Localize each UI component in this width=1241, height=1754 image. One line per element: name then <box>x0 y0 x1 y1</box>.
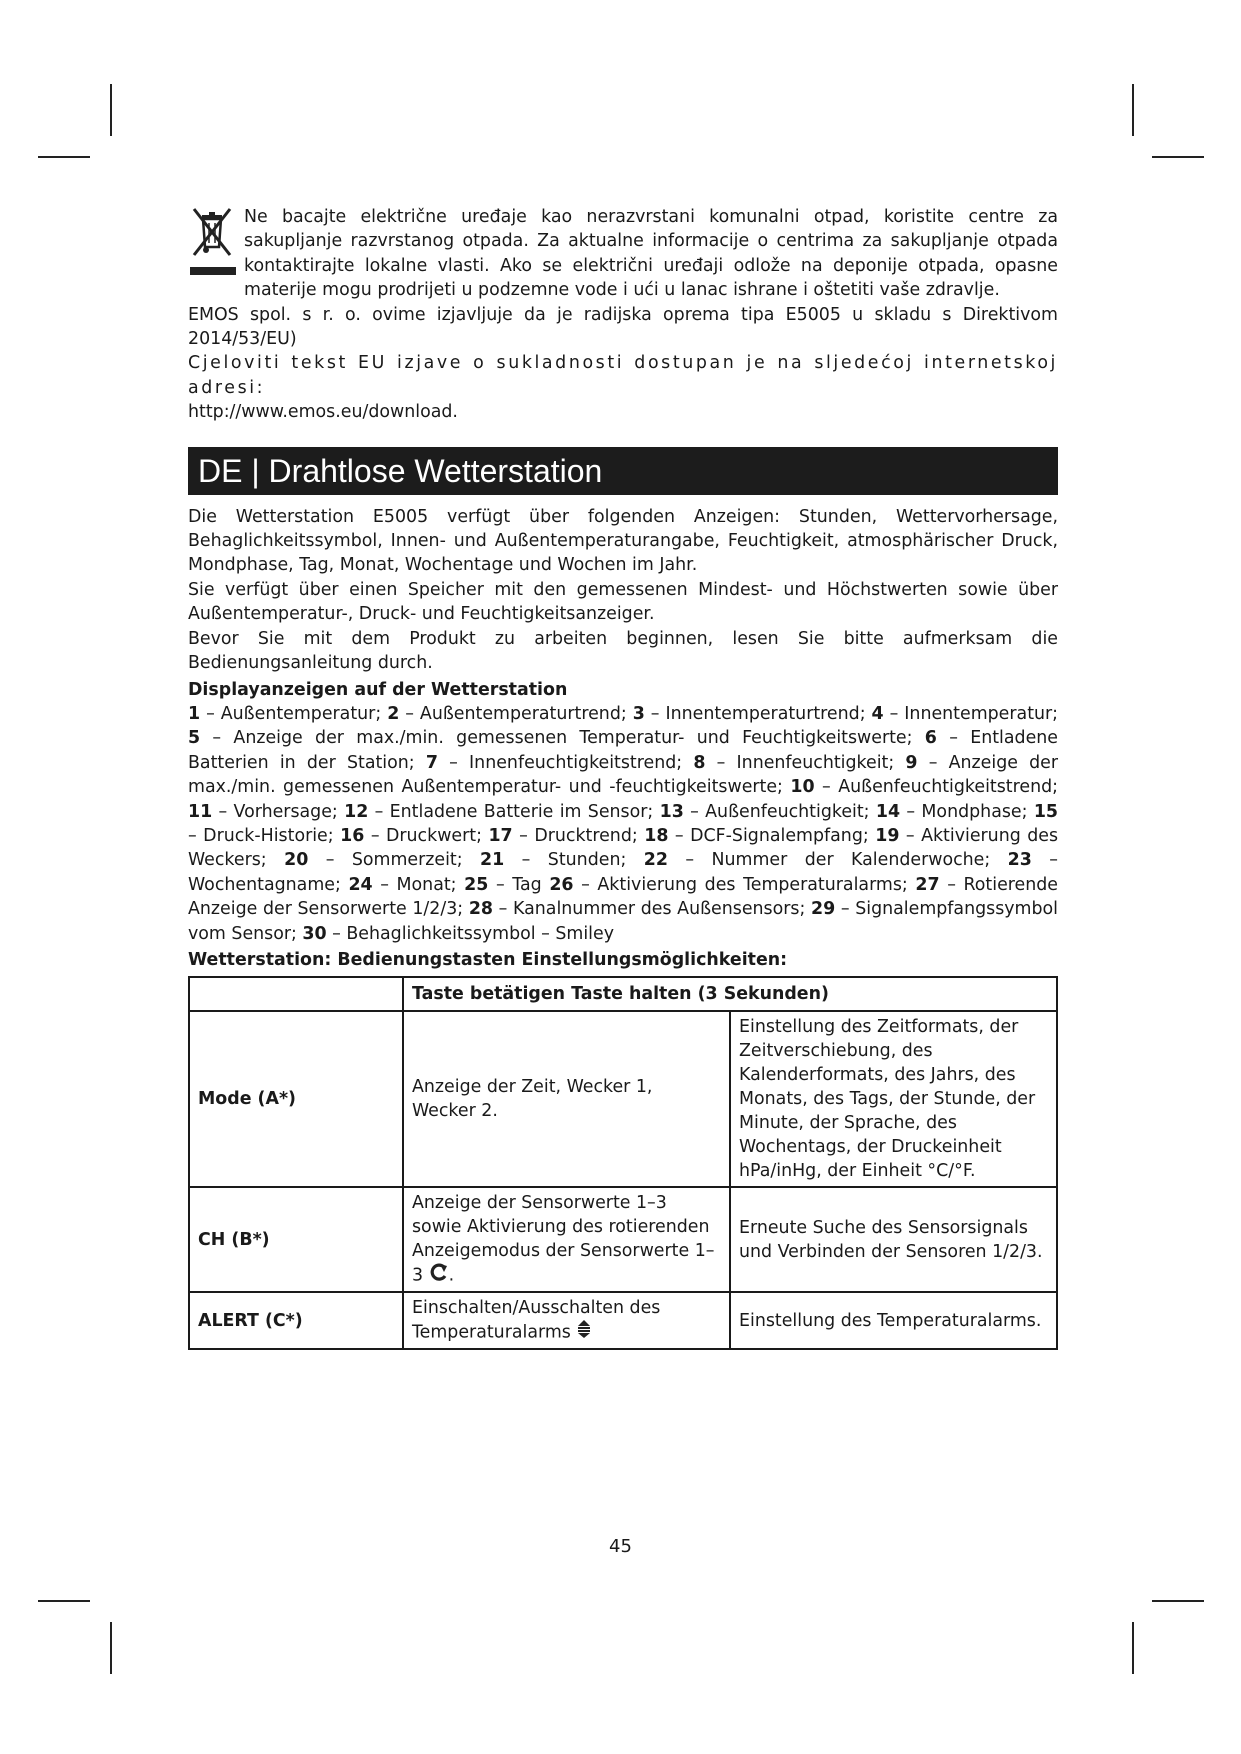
legend-text: – Wochentagname; <box>188 850 1058 895</box>
legend-number: 15 <box>1033 801 1059 822</box>
legend-item <box>488 826 637 846</box>
legend-number: 28 <box>468 899 494 920</box>
declaration-url: http://www.emos.eu/download. <box>188 402 458 423</box>
buttons-heading: Wetterstation: Bedienungstasten Einstellungsmöglichkeiten: <box>188 949 788 970</box>
display-heading: Displayanzeigen auf der Wetterstation <box>188 679 568 700</box>
legend-text: – Außenfeuchtigkeitstrend; <box>814 777 1058 798</box>
legend-text: – Aktivierung des Weckers; <box>188 825 1059 871</box>
legend-text: – Rotierende Anzeige der Sensorwerte 1/2/3; <box>188 874 1059 920</box>
legend-number: 13 <box>659 801 684 822</box>
crossed-bin-icon <box>188 205 238 279</box>
legend-text: – Signalempfangssymbol vom Sensor; <box>188 899 1058 944</box>
legend-item <box>340 826 482 846</box>
legend-number: 14 <box>875 801 901 822</box>
legend-number: 11 <box>188 801 213 822</box>
legend-number: 19 <box>875 825 900 846</box>
legend-number: 24 <box>348 874 373 895</box>
legend-number: 25 <box>464 874 489 895</box>
legend-number: 4 <box>871 703 884 724</box>
legend-text: – Vorhersage; <box>212 801 338 822</box>
legend-item <box>644 850 990 870</box>
legend-number: 5 <box>188 728 201 749</box>
legend-number: 16 <box>340 825 365 846</box>
page-number: 45 <box>609 1536 632 1557</box>
legend-number: 9 <box>905 752 918 773</box>
display-legend <box>188 702 1058 946</box>
crop-mark <box>1132 84 1134 136</box>
legend-text: – Sommerzeit; <box>308 850 463 871</box>
legend-text: – Drucktrend; <box>512 825 638 846</box>
legend-text: – Anzeige der max./min. gemessenen Außentemperatur- und -feuchtigkeitswerte; <box>188 752 1059 798</box>
legend-number: 20 <box>284 850 309 871</box>
legend-item <box>876 802 1028 822</box>
legend-item <box>188 704 381 724</box>
legend-item <box>284 850 463 870</box>
legend-text: – Mondphase; <box>900 801 1028 822</box>
declaration-line: Cjeloviti tekst EU izjave o sukladnosti dostupan je na sljedećoj internetskoj adresi: <box>188 353 1058 398</box>
table-row <box>189 1011 1057 1187</box>
legend-text: – Außentemperatur; <box>200 703 382 724</box>
legend-number: 3 <box>632 703 645 724</box>
hold-action: Erneute Suche des Sensorsignals und Verbinden der Sensoren 1/2/3. <box>730 1187 1057 1292</box>
legend-item <box>644 826 868 846</box>
legend-number: 21 <box>480 850 505 871</box>
legend-text: – Innentemperatur; <box>883 703 1059 724</box>
legend-number: 18 <box>644 825 669 846</box>
key-name: ALERT (C*) <box>189 1292 403 1349</box>
legend-text: – Stunden; <box>504 850 627 871</box>
legend-text: – Nummer der Kalenderwoche; <box>667 850 991 871</box>
temperature-alarm-icon <box>576 1320 592 1345</box>
legend-text: – Innenfeuchtigkeit; <box>705 752 895 773</box>
crop-mark <box>110 1622 112 1674</box>
declaration-line: EMOS spol. s r. o. ovime izjavljuje da je radijska oprema tipa E5005 u skladu s Direktivom 2014/53/EU) <box>188 304 1058 350</box>
legend-text: – Entladene Batterien in der Station; <box>188 728 1058 773</box>
legend-text: – Behaglichkeitssymbol – Smiley <box>326 923 615 944</box>
legend-item <box>344 802 653 822</box>
legend-text: – Monat; <box>372 874 457 895</box>
press-action-text: Einschalten/Ausschalten des Temperaturalarms <box>412 1298 661 1343</box>
crop-mark <box>110 84 112 136</box>
table-row <box>189 1292 1057 1349</box>
table-header-cell: Taste betätigen Taste halten (3 Sekunden) <box>403 977 1057 1011</box>
legend-number: 7 <box>425 752 438 773</box>
press-action-text: Anzeige der Sensorwerte 1–3 sowie Aktivierung des rotierenden Anzeigemodus der Sensorwerte 1–3 <box>412 1193 715 1286</box>
legend-text: – Druck-Historie; <box>188 825 334 846</box>
legend-item <box>549 875 907 895</box>
legend-item <box>480 850 626 870</box>
legend-text: – Tag <box>488 874 542 895</box>
legend-item <box>348 875 456 895</box>
intro-paragraph: Die Wetterstation E5005 verfügt über folgenden Anzeigen: Stunden, Wettervorhersage, Behaglichkeitssymbol, Innen- und Außentemperaturangabe, Feuchtigkeit, atmosphärischer Druck, Mondphase, Tag, Monat, Wochentage und Wochen im Jahr. <box>188 506 1058 576</box>
legend-item <box>469 899 806 919</box>
legend-item <box>188 728 912 748</box>
table-header-row <box>189 977 1057 1011</box>
crop-mark <box>38 1600 90 1602</box>
press-action <box>403 1292 730 1349</box>
legend-number: 30 <box>302 923 327 944</box>
legend-item <box>464 875 542 895</box>
key-name: Mode (A*) <box>189 1011 403 1187</box>
weee-text: Ne bacajte električne uređaje kao nerazvrstani komunalni otpad, koristite centre za sakupljanje razvrstanog otpada. Za aktualne informacije o centrima za sakupljanje otpada kontaktirajte lokalne vlasti. Ako se električni uređaji odlože na deponije otpada, opasne materije mogu prodrijeti u podzemne vode i ući u lanac ishrane i oštetiti vaše zdravlje. <box>244 207 1058 301</box>
intro-paragraph: Bevor Sie mit dem Produkt zu arbeiten beginnen, lesen Sie bitte aufmerksam die Bedienungsanleitung durch. <box>188 628 1058 674</box>
rotate-icon <box>429 1263 449 1288</box>
legend-number: 12 <box>344 801 369 822</box>
crop-mark <box>1132 1622 1134 1674</box>
legend-text: – Anzeige der max./min. gemessenen Temperatur- und Feuchtigkeitswerte; <box>200 728 913 749</box>
legend-number: 1 <box>188 703 201 724</box>
intro-paragraph: Sie verfügt über einen Speicher mit den gemessenen Mindest- und Höchstwerten sowie über Außentemperatur-, Druck- und Feuchtigkeitsanzeiger. <box>188 579 1058 625</box>
legend-number: 23 <box>1007 850 1032 871</box>
legend-number: 17 <box>488 825 513 846</box>
legend-text: – Innentemperaturtrend; <box>644 703 866 724</box>
legend-text: – Kanalnummer des Außensensors; <box>493 899 806 920</box>
crop-mark <box>1152 156 1204 158</box>
legend-item <box>387 704 627 724</box>
legend-number: 27 <box>915 874 940 895</box>
legend-text: – Druckwert; <box>364 825 482 846</box>
table-row <box>189 1187 1057 1292</box>
section-title: DE | Drahtlose Wetterstation <box>188 447 1058 495</box>
legend-number: 10 <box>790 777 815 798</box>
legend-item <box>633 704 866 724</box>
legend-text: – DCF-Signalempfang; <box>668 825 869 846</box>
legend-number: 2 <box>387 703 400 724</box>
legend-text: – Außenfeuchtigkeit; <box>683 801 870 822</box>
legend-item <box>872 704 1059 724</box>
buttons-table <box>188 976 1058 1350</box>
legend-item <box>790 777 1058 797</box>
legend-text: – Aktivierung des Temperaturalarms; <box>573 874 908 895</box>
legend-text: – Entladene Batterie im Sensor; <box>368 801 654 822</box>
legend-item <box>188 802 338 822</box>
press-action: Anzeige der Zeit, Wecker 1, Wecker 2. <box>403 1011 730 1187</box>
legend-item <box>693 753 894 773</box>
weee-notice <box>188 205 1058 303</box>
hold-action: Einstellung des Temperaturalarms. <box>730 1292 1057 1349</box>
legend-number: 8 <box>693 752 706 773</box>
legend-item <box>302 924 614 944</box>
legend-text: – Außentemperaturtrend; <box>399 703 627 724</box>
legend-number: 29 <box>810 899 836 920</box>
legend-item <box>660 802 870 822</box>
legend-number: 6 <box>924 728 937 749</box>
page-content <box>188 205 1058 1350</box>
key-name: CH (B*) <box>189 1187 403 1292</box>
legend-number: 26 <box>549 874 574 895</box>
table-header-cell <box>189 977 403 1011</box>
crop-mark <box>38 156 90 158</box>
legend-number: 22 <box>643 850 668 871</box>
hold-action: Einstellung des Zeitformats, der Zeitverschiebung, des Kalenderformats, des Jahrs, des Monats, des Tags, der Stunde, der Minute, der Sprache, des Wochentags, der Druckeinheit hPa/inHg, der Einheit °C/°F. <box>730 1011 1057 1187</box>
legend-item <box>426 753 682 773</box>
crop-mark <box>1152 1600 1204 1602</box>
press-action: Anzeige der Sensorwerte 1–3 sowie Aktivierung des rotierenden Anzeigemodus der Sensorwerte 1–3 . <box>403 1187 730 1292</box>
intro <box>188 505 1058 676</box>
legend-text: – Innenfeuchtigkeitstrend; <box>437 752 683 773</box>
